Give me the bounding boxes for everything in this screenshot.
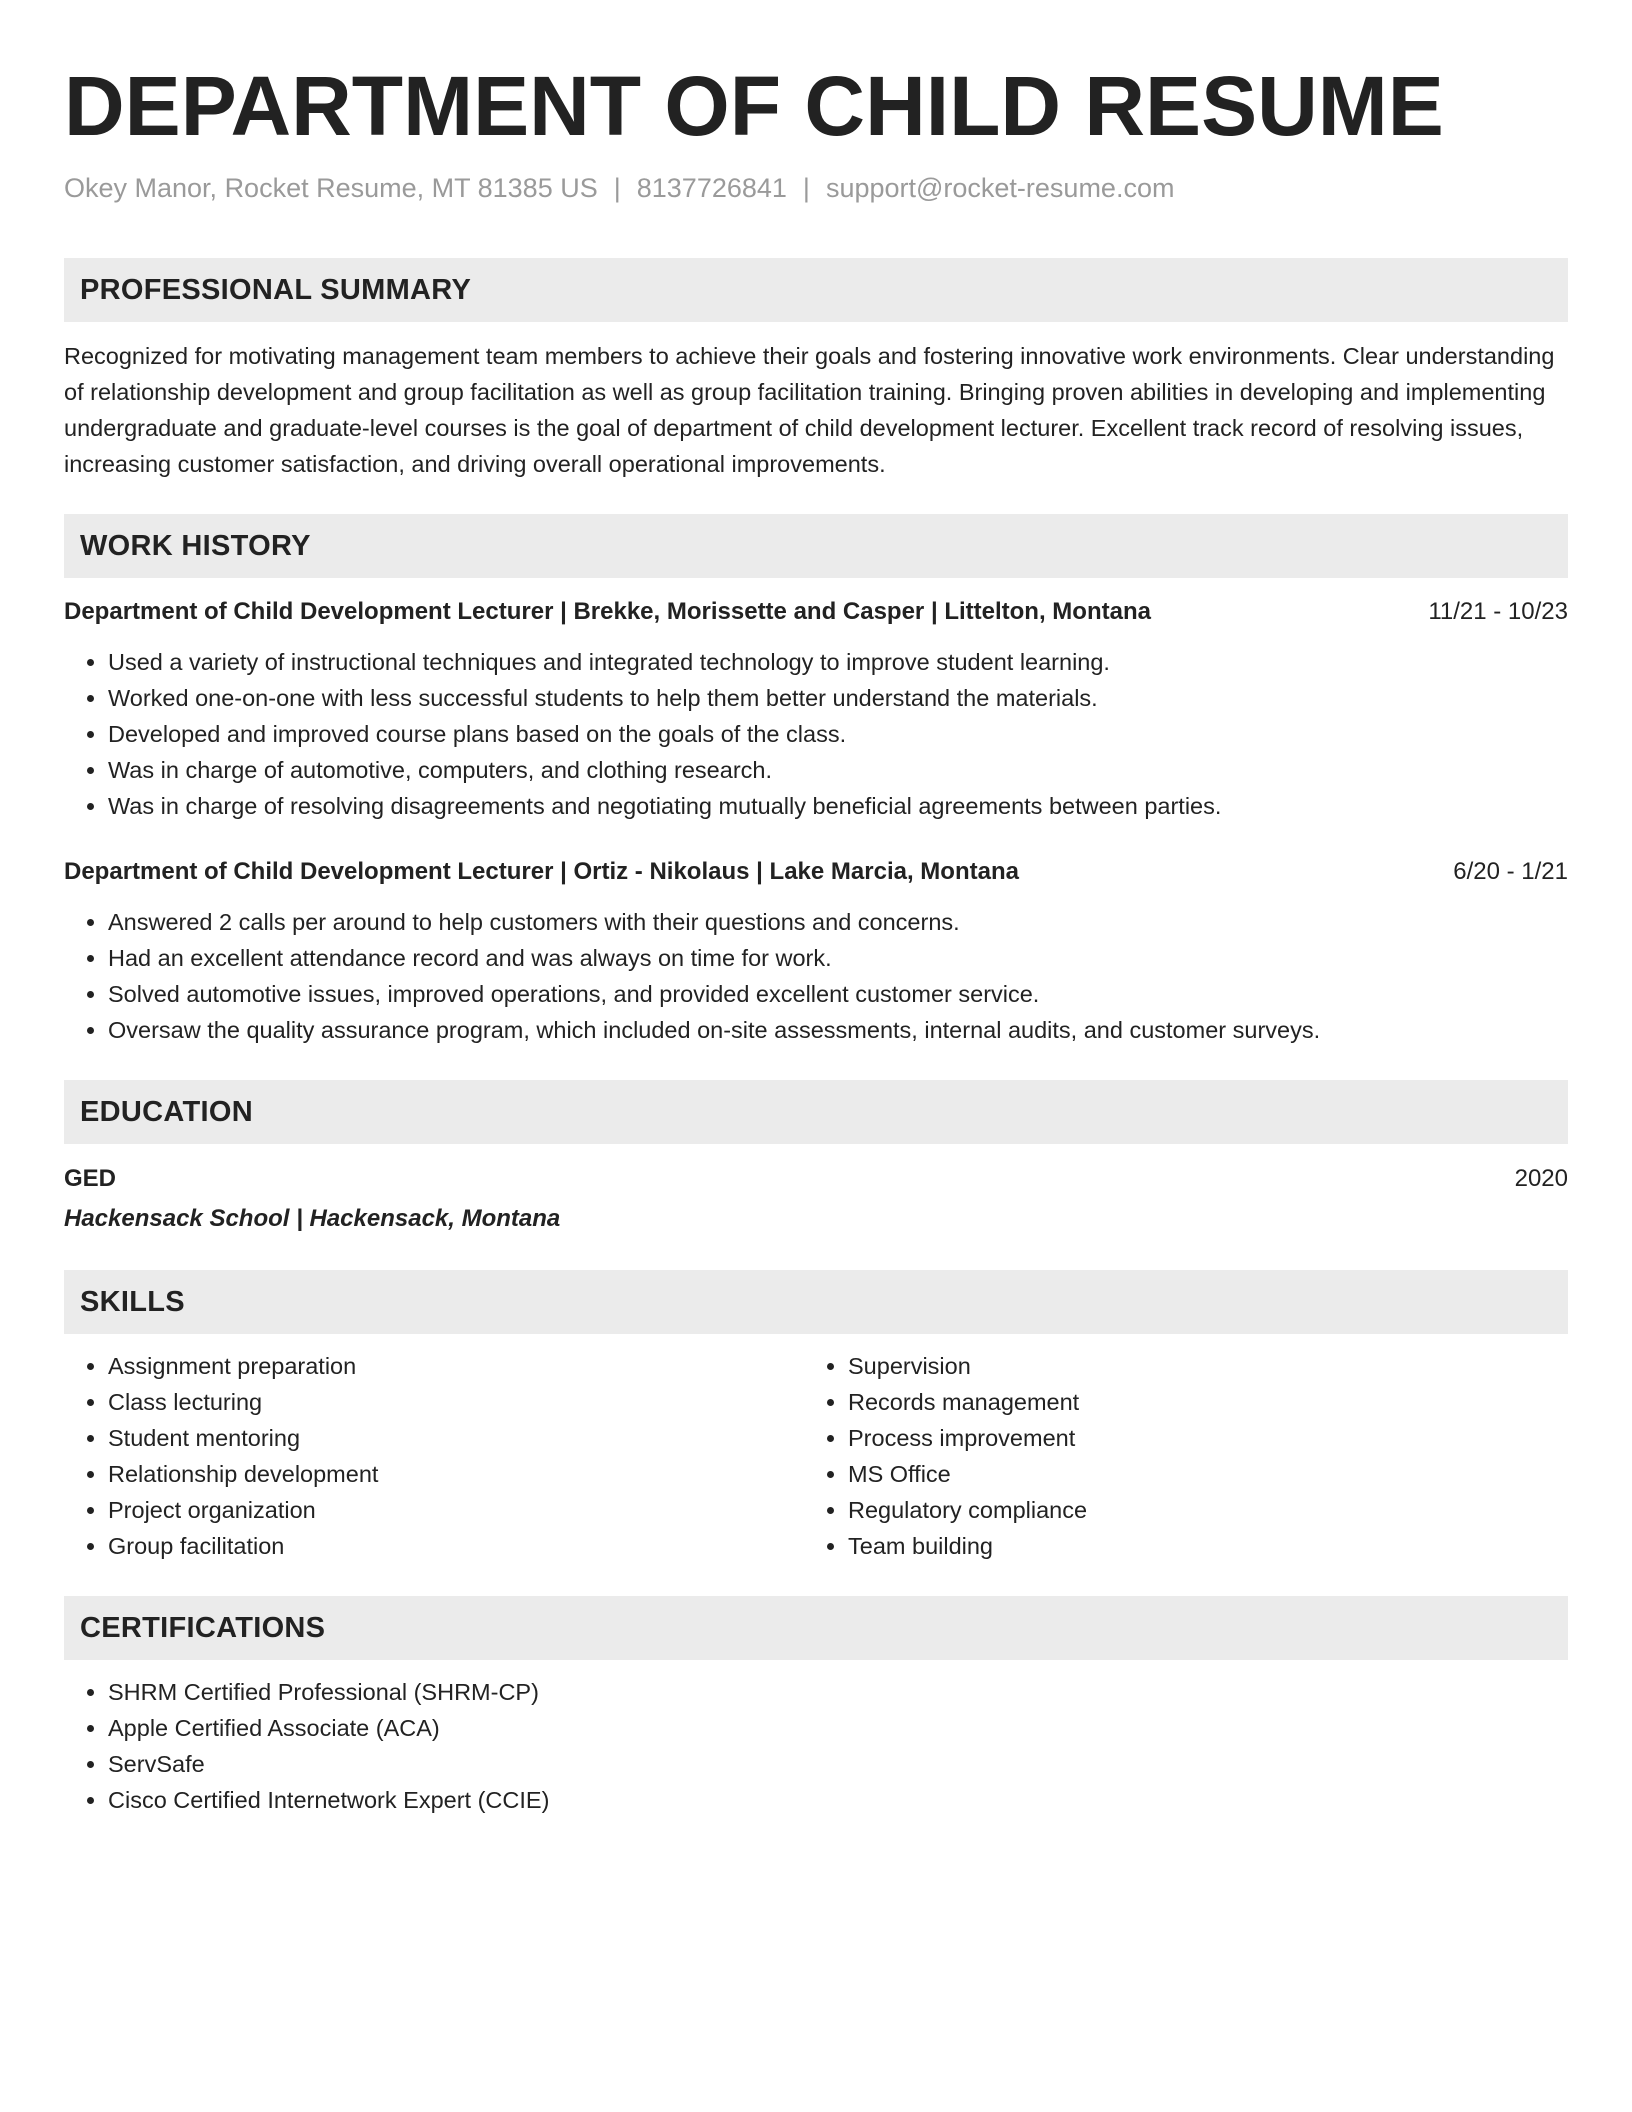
contact-line <box>64 168 1568 208</box>
list-item: • Records management <box>848 1384 1544 1420</box>
contact-email: support@rocket-resume.com <box>825 173 1175 203</box>
list-item: • Team building <box>848 1528 1544 1564</box>
candidate-name: DEPARTMENT OF CHILD RESUME <box>64 59 1444 153</box>
list-item: • Cisco Certified Internetwork Expert (CCIE) <box>108 1782 1568 1818</box>
summary-heading: PROFESSIONAL SUMMARY <box>64 258 1568 322</box>
certifications-list <box>64 1674 1568 1818</box>
list-item: • Was in charge of resolving disagreements and negotiating mutually beneficial agreements between parties. <box>108 788 1568 824</box>
education-heading: EDUCATION <box>64 1080 1568 1144</box>
education-row <box>64 1162 1568 1196</box>
graduation-year: 2020 <box>1514 1165 1568 1192</box>
list-item: • SHRM Certified Professional (SHRM-CP) <box>108 1674 1568 1710</box>
summary-text: Recognized for motivating management team members to achieve their goals and fostering innovative work environments. Clear understanding of relationship development and group facilitation as well as group facilitation training. Bringing proven abilities in developing and implementing undergraduate and graduate-level courses is the goal of department of child development lecturer. Excellent track record of resolving issues, increasing customer satisfaction, and driving overall operational improvements. <box>64 343 1555 477</box>
skills-grid <box>64 1348 1568 1564</box>
skills-column-right <box>804 1348 1544 1564</box>
list-item: • Had an excellent attendance record and was always on time for work. <box>108 940 1568 976</box>
degree: GED <box>64 1165 117 1192</box>
contact-separator: | <box>802 173 810 203</box>
contact-phone: 8137726841 <box>636 173 787 203</box>
list-item: • MS Office <box>848 1456 1544 1492</box>
job-bullets <box>64 904 1568 1048</box>
list-item: • Class lecturing <box>108 1384 804 1420</box>
list-item: • Solved automotive issues, improved operations, and provided excellent customer service. <box>108 976 1568 1012</box>
list-item: • ServSafe <box>108 1746 1568 1782</box>
list-item: • Regulatory compliance <box>848 1492 1544 1528</box>
list-item: • Group facilitation <box>108 1528 804 1564</box>
school-name: Hackensack School | Hackensack, Montana <box>64 1205 561 1232</box>
job-title: Department of Child Development Lecturer | Brekke, Morissette and Casper | Littelton, Montana <box>64 598 1151 625</box>
contact-address: Okey Manor, Rocket Resume, MT 81385 US <box>64 173 598 203</box>
job-dates: 6/20 - 1/21 <box>1453 858 1568 885</box>
list-item: • Worked one-on-one with less successful students to help them better understand the materials. <box>108 680 1568 716</box>
list-item: • Project organization <box>108 1492 804 1528</box>
list-item: • Relationship development <box>108 1456 804 1492</box>
certifications-heading: CERTIFICATIONS <box>64 1596 1568 1660</box>
skills-column-left <box>64 1348 804 1564</box>
list-item: • Process improvement <box>848 1420 1544 1456</box>
list-item: • Oversaw the quality assurance program, which included on-site assessments, internal audits, and customer surveys. <box>108 1012 1568 1048</box>
job-title: Department of Child Development Lecturer | Ortiz - Nikolaus | Lake Marcia, Montana <box>64 858 1019 885</box>
job-header <box>64 854 1568 890</box>
job-bullets <box>64 644 1568 824</box>
skills-heading: SKILLS <box>64 1270 1568 1334</box>
list-item: • Answered 2 calls per around to help customers with their questions and concerns. <box>108 904 1568 940</box>
list-item: • Apple Certified Associate (ACA) <box>108 1710 1568 1746</box>
work-history-heading: WORK HISTORY <box>64 514 1568 578</box>
list-item: • Student mentoring <box>108 1420 804 1456</box>
job-header <box>64 594 1568 630</box>
job-dates: 11/21 - 10/23 <box>1428 598 1568 625</box>
contact-separator: | <box>613 173 621 203</box>
list-item: • Supervision <box>848 1348 1544 1384</box>
list-item: • Used a variety of instructional techniques and integrated technology to improve student learning. <box>108 644 1568 680</box>
list-item: • Was in charge of automotive, computers, and clothing research. <box>108 752 1568 788</box>
list-item: • Developed and improved course plans based on the goals of the class. <box>108 716 1568 752</box>
list-item: • Assignment preparation <box>108 1348 804 1384</box>
